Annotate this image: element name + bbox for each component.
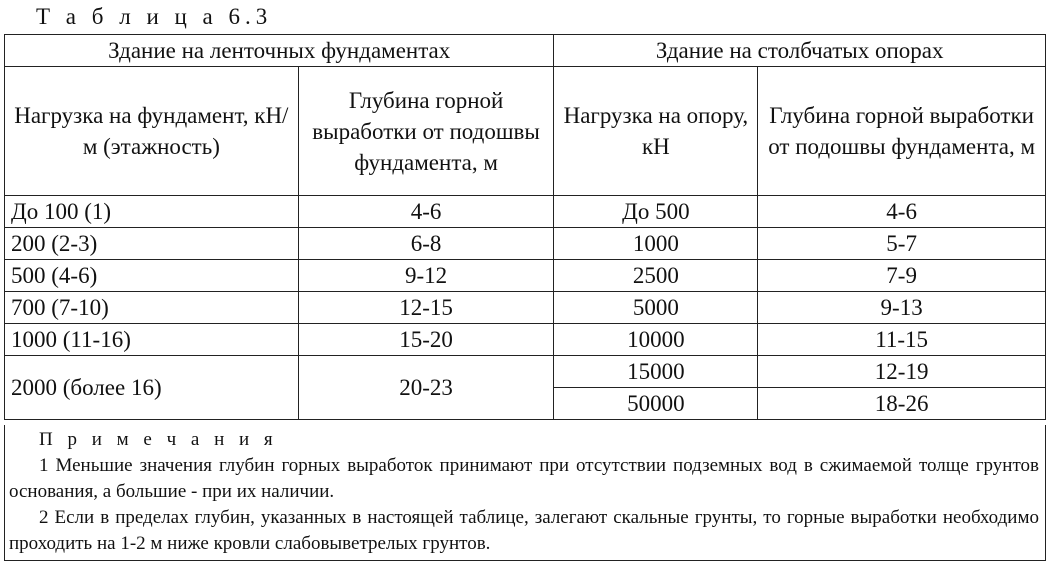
cell-load-foundation: 500 (4-6) (5, 260, 299, 292)
cell-load-support: 1000 (554, 228, 758, 260)
cell-depth-strip: 15-20 (298, 324, 554, 356)
cell-depth-strip: 12-15 (298, 292, 554, 324)
cell-depth-strip: 20-23 (298, 356, 554, 420)
table-row (5, 196, 1046, 228)
cell-load-foundation: 1000 (11-16) (5, 324, 299, 356)
cell-depth-column: 18-26 (758, 388, 1046, 420)
table-row (5, 356, 1046, 388)
header-strip-foundation: Здание на ленточных фундаментах (5, 35, 554, 67)
cell-load-foundation: До 100 (1) (5, 196, 299, 228)
cell-load-support: 50000 (554, 388, 758, 420)
note-2: 2 Если в пределах глубин, указанных в настоящей таблице, залегают скальные грунты, то горные выработки необходимо проходить на 1-2 м ниже кровли слабовыветрелых грунтов. (9, 507, 1039, 554)
cell-depth-column: 4-6 (758, 196, 1046, 228)
cell-load-foundation: 700 (7-10) (5, 292, 299, 324)
cell-depth-column: 11-15 (758, 324, 1046, 356)
cell-load-support: До 500 (554, 196, 758, 228)
cell-depth-strip: 4-6 (298, 196, 554, 228)
cell-depth-column: 9-13 (758, 292, 1046, 324)
notes-title: П р и м е ч а н и я (39, 429, 278, 450)
table-row (5, 292, 1046, 324)
data-table (4, 34, 1046, 420)
header-column-foundation: Здание на столбчатых опорах (554, 35, 1046, 67)
header-depth-strip: Глубина горной выработки от подошвы фундамента, м (298, 67, 554, 196)
table-caption: Т а б л и ц а 6.3 (36, 4, 273, 29)
cell-depth-column: 5-7 (758, 228, 1046, 260)
cell-load-foundation: 2000 (более 16) (5, 356, 299, 420)
cell-load-support: 10000 (554, 324, 758, 356)
notes-block (4, 425, 1046, 561)
cell-depth-column: 12-19 (758, 356, 1046, 388)
table-row (5, 324, 1046, 356)
cell-depth-strip: 6-8 (298, 228, 554, 260)
table-row (5, 228, 1046, 260)
cell-depth-strip: 9-12 (298, 260, 554, 292)
header-load-foundation: Нагрузка на фундамент, кН/м (этажность) (5, 67, 299, 196)
cell-load-support: 5000 (554, 292, 758, 324)
header-load-support: Нагрузка на опору, кН (554, 67, 758, 196)
header-depth-column: Глубина горной выработки от подошвы фундамента, м (758, 67, 1046, 196)
cell-load-foundation: 200 (2-3) (5, 228, 299, 260)
cell-depth-column: 7-9 (758, 260, 1046, 292)
cell-load-support: 15000 (554, 356, 758, 388)
note-1: 1 Меньшие значения глубин горных выработок принимают при отсутствии подземных вод в сжимаемой толще грунтов основания, а большие - при их наличии. (9, 455, 1039, 502)
table-row (5, 260, 1046, 292)
cell-load-support: 2500 (554, 260, 758, 292)
